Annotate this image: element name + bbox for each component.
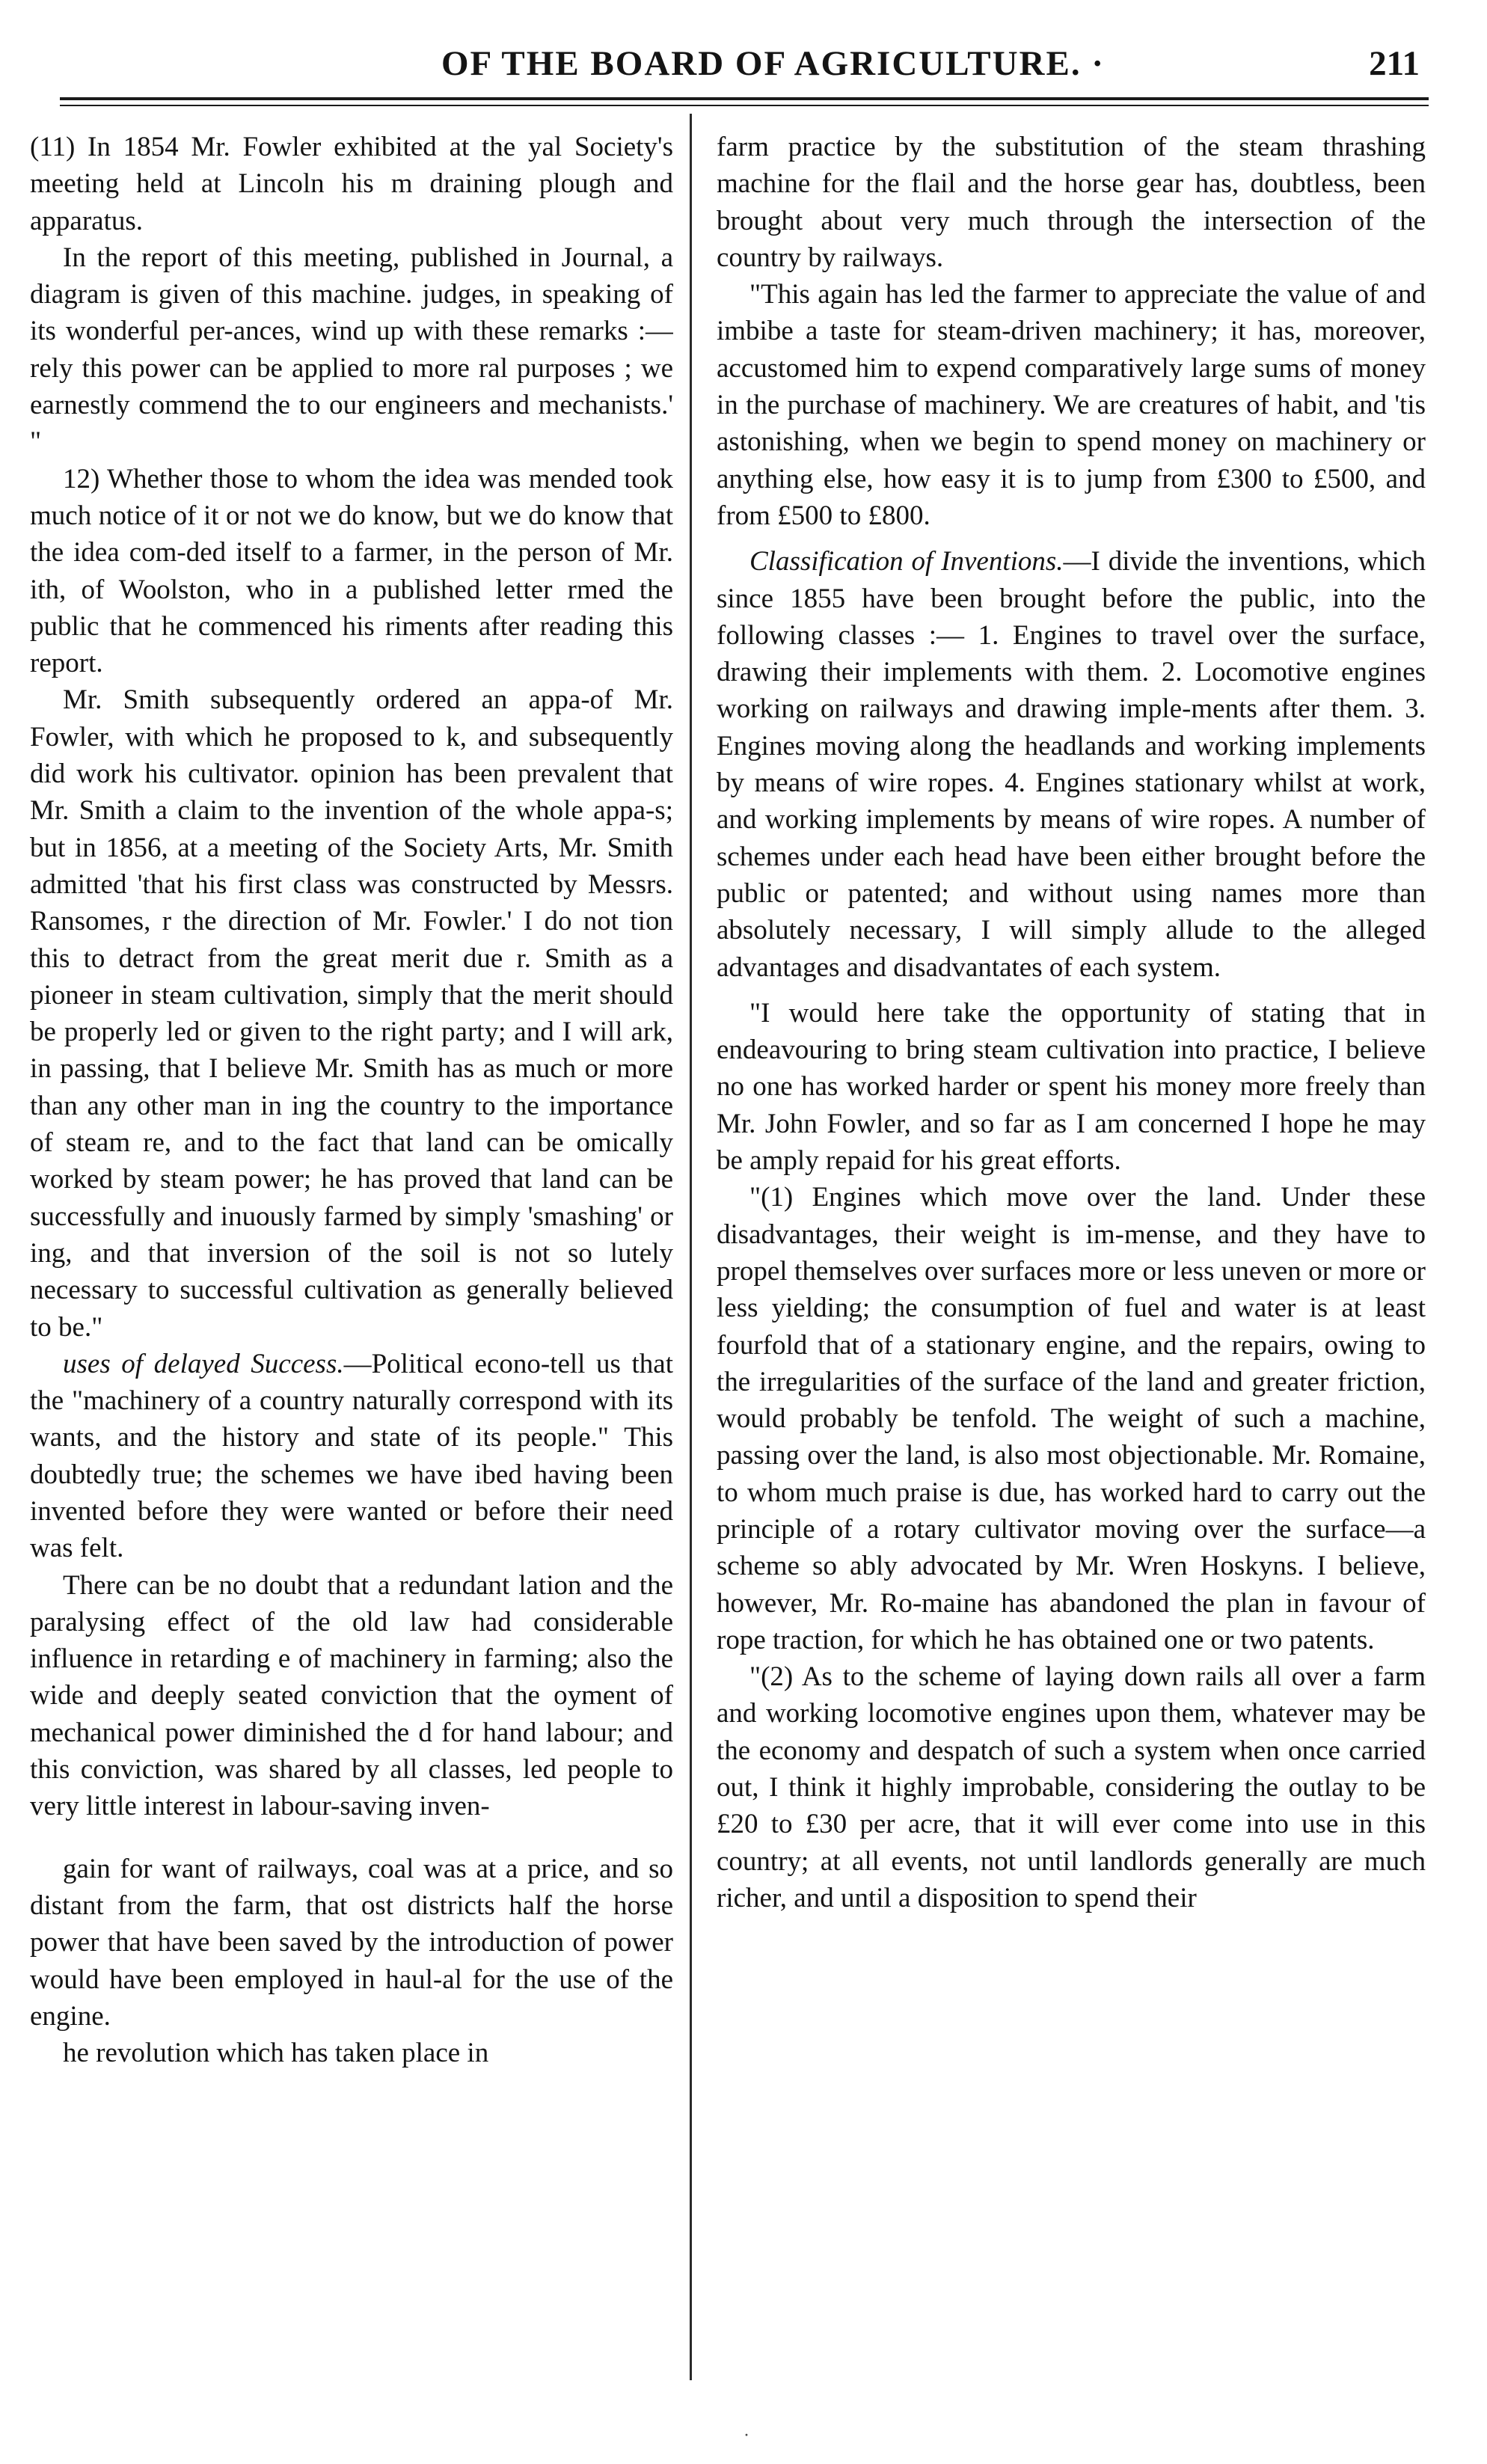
paragraph: "This again has led the farmer to appreciate the value of and imbibe a taste for steam-driven machinery; it has, moreover, accustomed him to expend comparatively large sums of money in the purchase of machinery. We are creatures of habit, and 'tis astonishing, when we begin to spend money on machinery or anything else, how easy it is to jump from £300 to £500, and from £500 to £800.	[717, 279, 1426, 531]
paragraph: 12) Whether those to whom the idea was mended took much notice of it or not we do know, but we do know that the idea com-ded itself to a farmer, in the person of Mr. ith, of Woolston, who in a published letter rmed the public that he commenced his riments after reading this report.	[30, 463, 673, 679]
paragraph: In the report of this meeting, published in Journal, a diagram is given of this machine. judges, in speaking of its wonderful per-ances, wind up with these remarks :— rely this power can be applied to more ral purposes ; we earnestly commend the to our engineers and mechanists.' "	[30, 242, 673, 458]
footer-mark: ·	[744, 2426, 749, 2445]
paragraph: farm practice by the substitution of the steam thrashing machine for the flail and the horse gear has, doubtless, been brought about very much through the intersection of the country by railways.	[717, 132, 1426, 273]
paragraph: "(1) Engines which move over the land. Under these disadvantages, their weight is im-mense, and they have to propel themselves over surfaces more or less uneven or more or less yielding; the consumption of fuel and water is at least fourfold that of a stationary engine, and the repairs, owing to the irregularities of the surface of the land and greater friction, would probably be tenfold. The weight of such a machine, passing over the land, is also most objectionable. Mr. Romaine, to whom much praise is due, has worked hard to carry out the principle of a rotary cultivator moving over the surface—a scheme so ably advocated by Mr. Wren Hoskyns. I believe, however, Mr. Ro-maine has abandoned the plan in favour of rope traction, for which he has obtained one or two patents.	[717, 1182, 1426, 1655]
paragraph: Mr. Smith subsequently ordered an appa-of Mr. Fowler, with which he proposed to k, and subsequently did work his cultivator. opinion has been prevalent that Mr. Smith a claim to the invention of the whole appa-s; but in 1856, at a meeting of the Society Arts, Mr. Smith admitted 'that his first class was constructed by Messrs. Ransomes, r the direction of Mr. Fowler.' I do not tion this to detract from the great merit due r. Smith as a pioneer in steam cultivation, simply that the merit should be properly led or given to the right party; and I will ark, in passing, that I believe Mr. Smith has as much or more than any other man in ing the country to the importance of steam re, and to the fact that land can be omically worked by steam power; he has proved that land can be successfully and inuously farmed by simply 'smashing' or ing, and that inversion of the soil is not so lutely necessary to successful cultivation as generally believed to be."	[30, 684, 673, 1343]
section-heading: Classification of Inventions.	[749, 546, 1064, 577]
header-rule-thin	[60, 105, 1429, 106]
paragraph: There can be no doubt that a redundant lation and the paralysing effect of the old law had considerable influence in retarding e of machinery in farming; also the wide and deeply seated conviction that the oyment of mechanical power diminished the d for hand labour; and this conviction, was shared by all classes, led people to very little interest in labour-saving inven-	[30, 1569, 673, 1822]
left-column	[30, 129, 673, 2403]
paragraph: "I would here take the opportunity of stating that in endeavouring to bring steam cultivation into practice, I believe no one has worked harder or spent his money more freely than Mr. John Fowler, and so far as I am concerned I hope he may be amply repaid for his great efforts.	[717, 997, 1426, 1177]
paragraph: he revolution which has taken place in	[63, 2038, 489, 2069]
page-number: 211	[1369, 44, 1420, 83]
paragraph	[30, 1346, 673, 1567]
paragraph-text: —Political econo-tell us that the "machinery of a country naturally correspond with its wants, and the history and state of its people." This doubtedly true; the schemes we have ibed having been invented before they were wanted or before their need was felt.	[30, 1348, 673, 1564]
running-title: OF THE BOARD OF AGRICULTURE. ·	[441, 44, 1105, 83]
paragraph: (11) In 1854 Mr. Fowler exhibited at the yal Society's meeting held at Lincoln his m draining plough and apparatus.	[30, 132, 673, 236]
paragraph: gain for want of railways, coal was at a price, and so distant from the farm, that ost districts half the horse power that have been saved by the introduction of power would have been employed in haul-al for the use of the engine.	[30, 1853, 673, 2032]
running-header	[60, 39, 1429, 99]
section-heading: uses of delayed Success.	[63, 1348, 344, 1379]
paragraph-text: —I divide the inventions, which since 1855 have been brought before the public, into the following classes :— 1. Engines to travel over the surface, drawing their implements with them. 2. Locomotive engines working on railways and drawing imple-ments after them. 3. Engines moving along the headlands and working implements by means of wire ropes. 4. Engines stationary whilst at work, and working implements by means of wire ropes. A number of schemes under each head have been either brought before the public or patented; and without using names more than absolutely necessary, I will simply allude to the alleged advantages and disadvantates of each system.	[717, 546, 1426, 983]
paragraph: "(2) As to the scheme of laying down rails all over a farm and working locomotive engines upon them, whatever may be the economy and despatch of such a system when once carried out, I think it highly improbable, considering the outlay to be £20 to £30 per acre, that it will ever come into use in this country; at all events, not until landlords generally are much richer, and until a disposition to spend their	[717, 1661, 1426, 1913]
paragraph	[717, 543, 1426, 986]
header-rule-thick	[60, 97, 1429, 100]
column-divider	[690, 114, 692, 2380]
right-column	[717, 129, 1426, 2403]
